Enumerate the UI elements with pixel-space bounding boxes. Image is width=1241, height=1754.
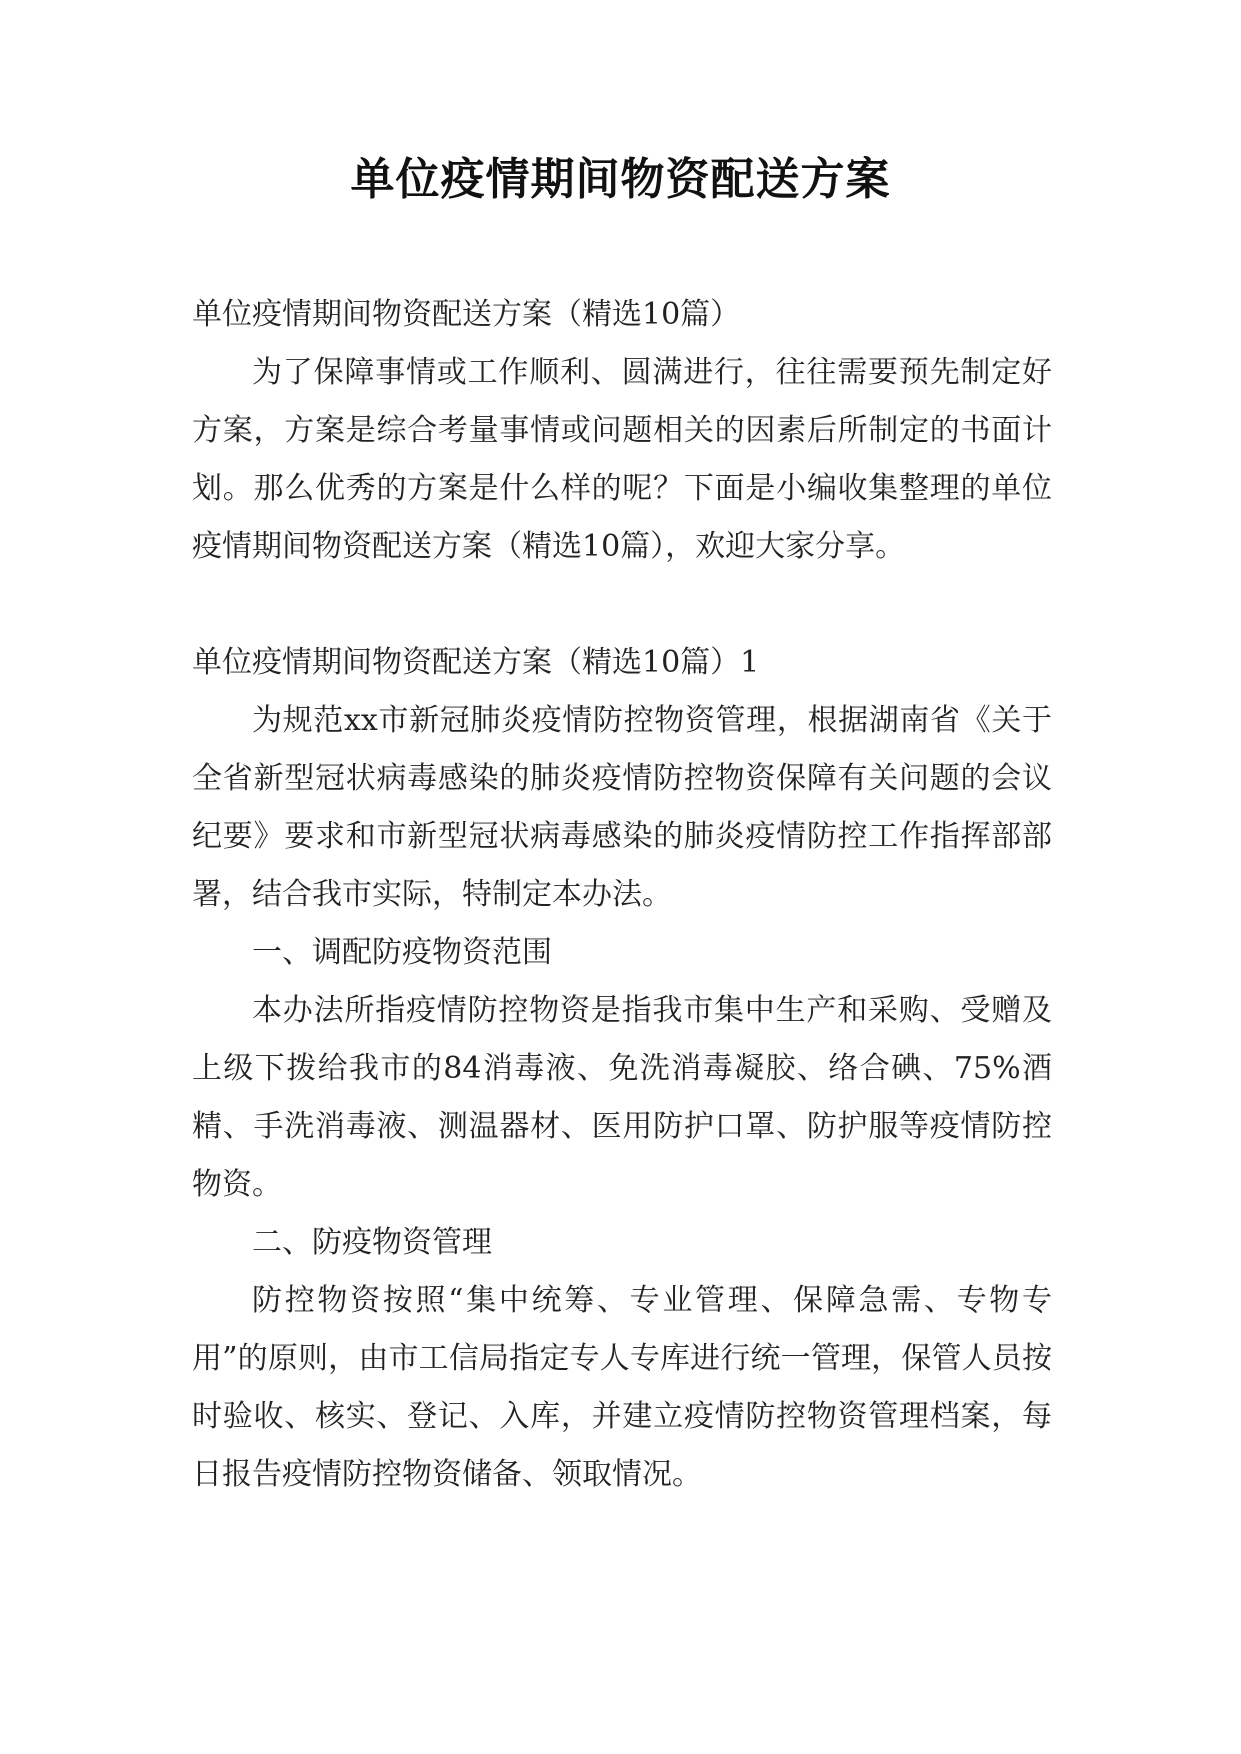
item-paragraph: 本办法所指疫情防控物资是指我市集中生产和采购、受赠及上级下拨给我市的84消毒液、免洗消毒凝胶、络合碘、75%酒精、手洗消毒液、测温器材、医用防护口罩、防护服等疫情防控物资。 — [192, 993, 1052, 1202]
item-paragraph: 防控物资按照“集中统筹、专业管理、保障急需、专物专用”的原则，由市工信局指定专人专库进行统一管理，保管人员按时验收、核实、登记、入库，并建立疫情防控物资管理档案，每日报告疫情防控物资储备、领取情况。 — [192, 1283, 1052, 1492]
document-title: 单位疫情期间物资配送方案 — [350, 154, 891, 205]
item-heading: 一、调配防疫物资范围 — [252, 935, 552, 970]
section-paragraph: 为规范xx市新冠肺炎疫情防控物资管理，根据湖南省《关于全省新型冠状病毒感染的肺炎疫情防控物资保障有关问题的会议纪要》要求和市新型冠状病毒感染的肺炎疫情防控工作指挥部部署，结合我市实际，特制定本办法。 — [192, 703, 1052, 912]
section-heading: 单位疫情期间物资配送方案（精选10篇）1 — [192, 645, 760, 680]
intro-paragraph: 为了保障事情或工作顺利、圆满进行，往往需要预先制定好方案，方案是综合考量事情或问题相关的因素后所制定的书面计划。那么优秀的方案是什么样的呢？下面是小编收集整理的单位疫情期间物资配送方案（精选10篇），欢迎大家分享。 — [192, 355, 1052, 564]
document-body — [192, 286, 1052, 1504]
item-heading: 二、防疫物资管理 — [252, 1225, 492, 1260]
collection-subtitle: 单位疫情期间物资配送方案（精选10篇） — [192, 297, 741, 332]
paragraph-spacer — [192, 576, 1052, 634]
